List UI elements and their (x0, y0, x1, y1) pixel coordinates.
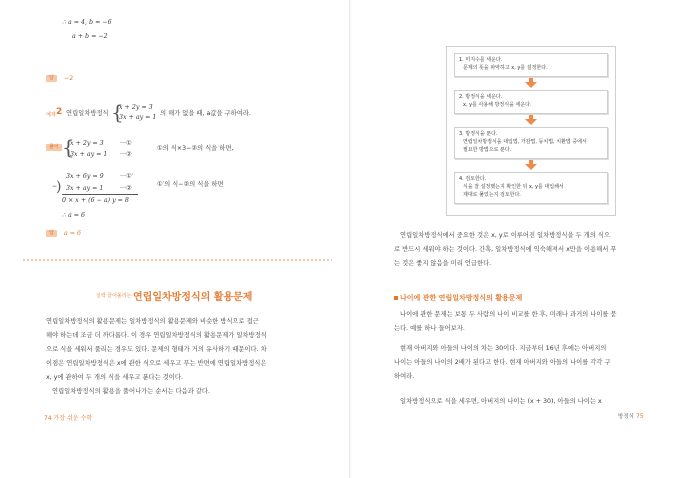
answer-tag: 답 (46, 75, 57, 82)
section-subtitle: 실력 끌어올리는 (96, 293, 132, 299)
equation-label: ···② (120, 185, 132, 192)
solution-note: ①′의 식−②의 식을 하면 (157, 181, 224, 188)
page-footer-number: 75 (636, 413, 644, 420)
system-equation: x + 2y = 3 (70, 140, 104, 147)
subheading: 나이에 관한 연립일차방정식의 활용문제 (400, 294, 523, 302)
example-number: 2 (56, 107, 63, 117)
equation-label: ···② (120, 151, 132, 158)
system-equation: 3x + ay = 1 (70, 151, 108, 158)
bracket-icon: ) (56, 179, 62, 195)
section-title: 연립일차방정식의 활용문제 (133, 292, 253, 303)
step-equation: 3x + 6y = 9 (66, 173, 104, 180)
paragraph-line: 하여라. (394, 373, 415, 380)
arrow-down-icon (525, 164, 537, 170)
flow-step-title: 2. 방정식을 세운다. (459, 94, 503, 100)
step-result: 0 × x + (6 − a) y = 8 (62, 197, 129, 204)
paragraph-line: 해야 하는데 조금 더 까다롭다. 이 경우 연립일차방정식의 활용문제가 일차방정식 (46, 332, 267, 339)
solution-line: a + b = −2 (72, 33, 108, 40)
solution-line: ∴ a = 4, b = −6 (62, 19, 112, 26)
equation-label: ···① (120, 140, 132, 147)
paragraph-line: 연립일차방정식의 활용을 풀어나가는 순서는 다음과 같다. (52, 388, 210, 395)
paragraph-line: 연립일차방정식의 활용문제는 일차방정식의 활용문제와 비슷한 방식으로 접근 (46, 318, 259, 325)
flow-step-title: 3. 방정식을 푼다. (459, 131, 498, 137)
paragraph-line: 연립일차방정식에서 중요한 것은 x, y로 이루어진 일차방정식을 두 개의 식으 (400, 232, 610, 239)
flow-step-desc: x, y를 사용해 방정식을 세운다. (463, 102, 532, 108)
flow-step (454, 53, 608, 77)
answer-tag: 답 (46, 230, 57, 237)
example-equation: x + 2y = 3 (119, 104, 153, 111)
paragraph-line: 일차방정식으로 식을 세우면, 아버지의 나이는 (x + 30), 아들의 나이는 x (400, 398, 602, 405)
answer-value: a = 6 (64, 230, 82, 237)
brace-icon: { (111, 100, 124, 124)
example-text: 연립일차방정식 (66, 110, 109, 117)
example-tag: 예제 (46, 112, 56, 118)
flow-step-title: 4. 검토한다. (459, 176, 487, 182)
conclusion: ∴ a = 6 (62, 212, 86, 219)
divider-wave (22, 258, 332, 262)
example-equation: 3x + ay = 1 (119, 114, 157, 121)
page-gutter (349, 0, 351, 478)
paragraph-line: 나이에 관한 문제는 보통 두 사람의 나이 비교를 한 후, 미래나 과거의 나이를 묻 (400, 311, 617, 318)
solution-tag: 풀이 (46, 144, 62, 151)
solution-note: ①의 식×3−②의 식을 하면, (157, 145, 234, 152)
page-footer-label: 방정식 (618, 414, 634, 420)
flow-step (454, 172, 608, 204)
paragraph-line: 현재 아버지와 아들의 나이의 차는 30이다. 지금부터 16년 후에는 아버지의 (400, 345, 607, 352)
answer-value: −2 (64, 75, 74, 82)
paragraph-line: 로 반드시 세워야 하는 것이다. 간혹, 일차방정식에 익숙해져서 x만을 이용해서 푸 (394, 246, 617, 253)
flow-step-title: 1. 미지수를 세운다. (459, 57, 503, 63)
flow-step-desc: 식을 잘 설정했는지 확인한 뒤 x, y를 대입해서 (463, 184, 564, 190)
example-tail: 의 해가 없을 때, a값을 구하여라. (160, 110, 251, 117)
page-footer-left: 74 가장 쉬운 수학 (44, 415, 93, 422)
arrow-down-icon (525, 82, 537, 88)
flow-step (454, 127, 608, 159)
step-equation: 3x + ay = 1 (66, 185, 104, 192)
paragraph-line: 이점은 연립일차방정식은 x에 관한 식으로 세우고 푸는 반면에 연립일차방정식은 (46, 360, 267, 367)
flow-step-desc: 문제의 뜻을 파악하고 x, y를 설정한다. (463, 65, 548, 71)
paragraph-line: 는다. 예를 하나 들어보자. (394, 325, 465, 332)
equation-label: ···①′ (120, 173, 134, 180)
paragraph-line: 나이는 아들의 나이의 2배가 된다고 한다. 현재 아버지와 아들의 나이를 각각 구 (394, 359, 611, 366)
brace-icon: { (62, 135, 75, 159)
paragraph-line: 는 것은 좋지 않음을 미리 언급한다. (394, 260, 492, 267)
minus-sign: − (52, 183, 58, 190)
arrow-down-icon (525, 119, 537, 125)
subtraction-rule (62, 194, 138, 195)
flow-step (454, 90, 608, 114)
subheading-marker (394, 296, 398, 300)
paragraph-line: x, y에 관하여 두 개의 식을 세우고 푼다는 것이다. (46, 374, 183, 381)
procedure-flowchart (446, 46, 616, 216)
paragraph-line: 으로 식을 세워서 풀리는 경우도 있다. 문제의 형태가 거의 유사하기 때문이다. 차 (46, 346, 267, 353)
flow-step-desc: 필요한 방법으로 푼다. (463, 147, 512, 153)
flow-step-desc: 연립일차방정식을 대입법, 가감법, 등치법, 치환법 중에서 (463, 139, 587, 145)
flow-step-desc: 제대로 풀었는지 검토한다. (463, 192, 521, 198)
